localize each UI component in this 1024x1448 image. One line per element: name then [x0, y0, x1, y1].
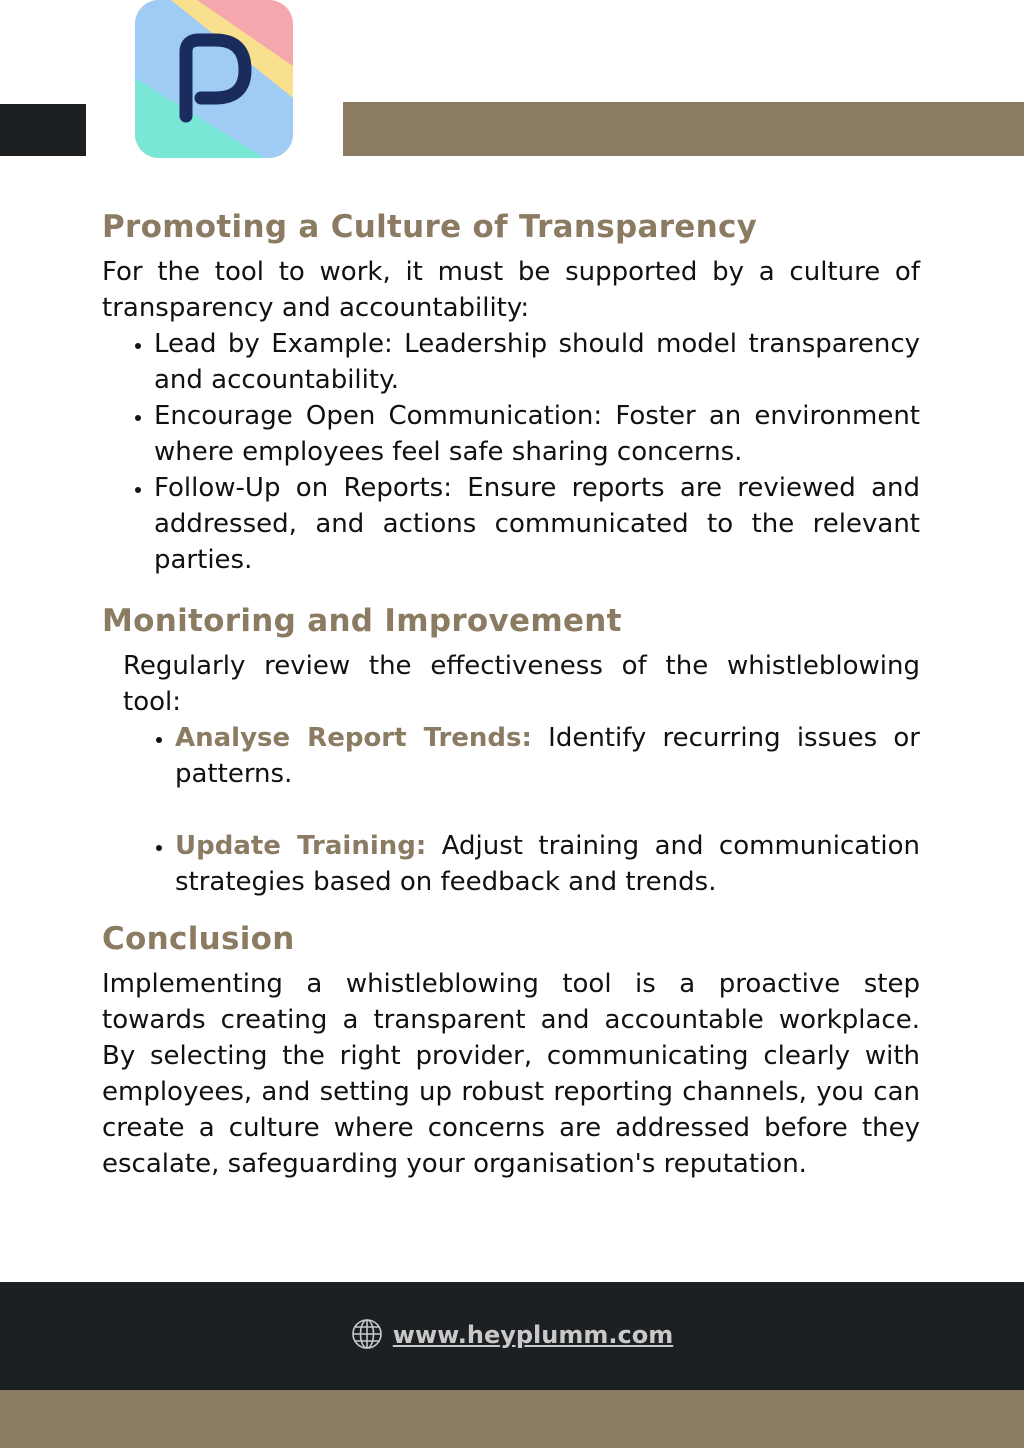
website-text[interactable]: www.heyplumm.com: [392, 1321, 674, 1349]
conclusion-body: Implementing a whistleblowing tool is a proactive step towards creating a transparent and accountable workplace. By selecting the right provider, communicating clearly with employees, and setting up robust reporting channels, you can create a culture where concerns are addressed before they escalate, safeguarding your organisation's reputation.: [102, 969, 920, 1179]
list-item: • Lead by Example: Leadership should model transparency and accountability.: [154, 326, 920, 398]
list-item: [175, 828, 920, 900]
conclusion-heading: Conclusion: [102, 921, 295, 957]
header-bar-accent: [343, 102, 1024, 156]
item-label: Analyse Report Trends:: [175, 723, 532, 753]
plumm-logo: [135, 0, 293, 158]
item-label: Update Training:: [175, 831, 427, 861]
list-item: • Encourage Open Communication: Foster an environment where employees feel safe sharing concerns.: [154, 398, 920, 470]
monitoring-list: [123, 828, 920, 900]
header-bar-dark: [0, 104, 86, 156]
website-link[interactable]: [0, 1318, 1024, 1350]
transparency-section: [102, 206, 920, 578]
list-item: • Follow-Up on Reports: Ensure reports are reviewed and addressed, and actions communicated to the relevant parties.: [154, 470, 920, 578]
monitoring-heading: Monitoring and Improvement: [102, 603, 622, 639]
footer-accent-band: [0, 1390, 1024, 1448]
main-content: [102, 206, 920, 1182]
globe-icon: [351, 1318, 383, 1350]
item-text: Identify recurring issues or patterns.: [175, 723, 920, 789]
monitoring-section: [102, 600, 920, 900]
conclusion-section: [102, 918, 920, 1182]
list-item: [175, 720, 920, 792]
monitoring-intro: Regularly review the effectiveness of the whistleblowing tool:: [123, 651, 920, 717]
transparency-list: [102, 326, 920, 578]
footer: [0, 1282, 1024, 1390]
monitoring-list: [123, 720, 920, 792]
item-text: Adjust training and communication strategies based on feedback and trends.: [175, 831, 920, 897]
transparency-heading: Promoting a Culture of Transparency: [102, 209, 758, 245]
transparency-intro: For the tool to work, it must be supported by a culture of transparency and accountability:: [102, 257, 920, 323]
